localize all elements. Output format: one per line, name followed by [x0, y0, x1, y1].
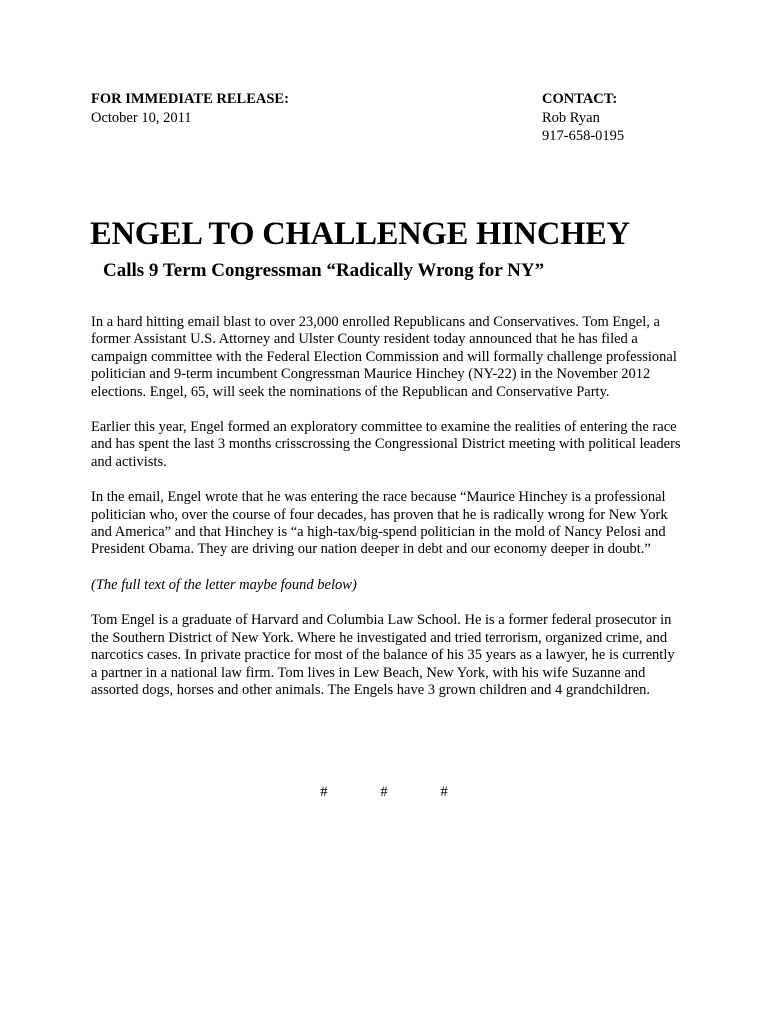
contact-label: CONTACT: [542, 91, 618, 107]
contact-block [542, 90, 624, 146]
paragraph-exploratory: Earlier this year, Engel formed an exploratory committee to examine the realities of entering the race and has spent the last 3 months crisscrossing the Congressional District meeting with political leaders and activists. [91, 419, 681, 470]
release-label: FOR IMMEDIATE RELEASE: [91, 91, 289, 107]
paragraph-biography: Tom Engel is a graduate of Harvard and Columbia Law School. He is a former federal prosecutor in the Southern District of New York. Where he investigated and tried terrorism, organized crime, and narcotics cases. In private practice for most of the balance of his 35 years as a lawyer, he is currently a partner in a national law firm. Tom lives in Lew Beach, New York, with his wife Suzanne and assorted dogs, horses and other animals. The Engels have 3 grown children and 4 grandchildren. [91, 612, 675, 698]
subheadline: Calls 9 Term Congressman “Radically Wrong for NY” [103, 260, 545, 281]
headline: ENGEL TO CHALLENGE HINCHEY [90, 216, 630, 252]
contact-phone: 917-658-0195 [542, 128, 625, 144]
release-date: October 10, 2011 [91, 110, 192, 126]
end-marks: # # # [320, 784, 448, 800]
contact-name: Rob Ryan [542, 109, 600, 126]
body-text [91, 314, 681, 717]
release-block [91, 90, 289, 128]
paragraph-letter-note: (The full text of the letter maybe found below) [91, 576, 357, 593]
paragraph-announcement: In a hard hitting email blast to over 23,000 enrolled Republicans and Conservatives. Tom Engel, a former Assistant U.S. Attorney and Ulster County resident today announced that he has filed a campaign committee with the Federal Election Commission and will formally challenge professional politician and 9-term incumbent Congressman Maurice Hinchey (NY-22) in the November 2012 elections. Engel, 65, will seek the nominations of the Republican and Conservative Party. [91, 314, 677, 400]
paragraph-email-quote: In the email, Engel wrote that he was entering the race because “Maurice Hinchey is a professional politician who, over the course of four decades, has proven that he is radically wrong for New York and America” and that Hinchey is “a high-tax/big-spend politician in the mold of Nancy Pelosi and President Obama. They are driving our nation deeper in debt and our economy deeper in doubt.” [91, 489, 668, 558]
